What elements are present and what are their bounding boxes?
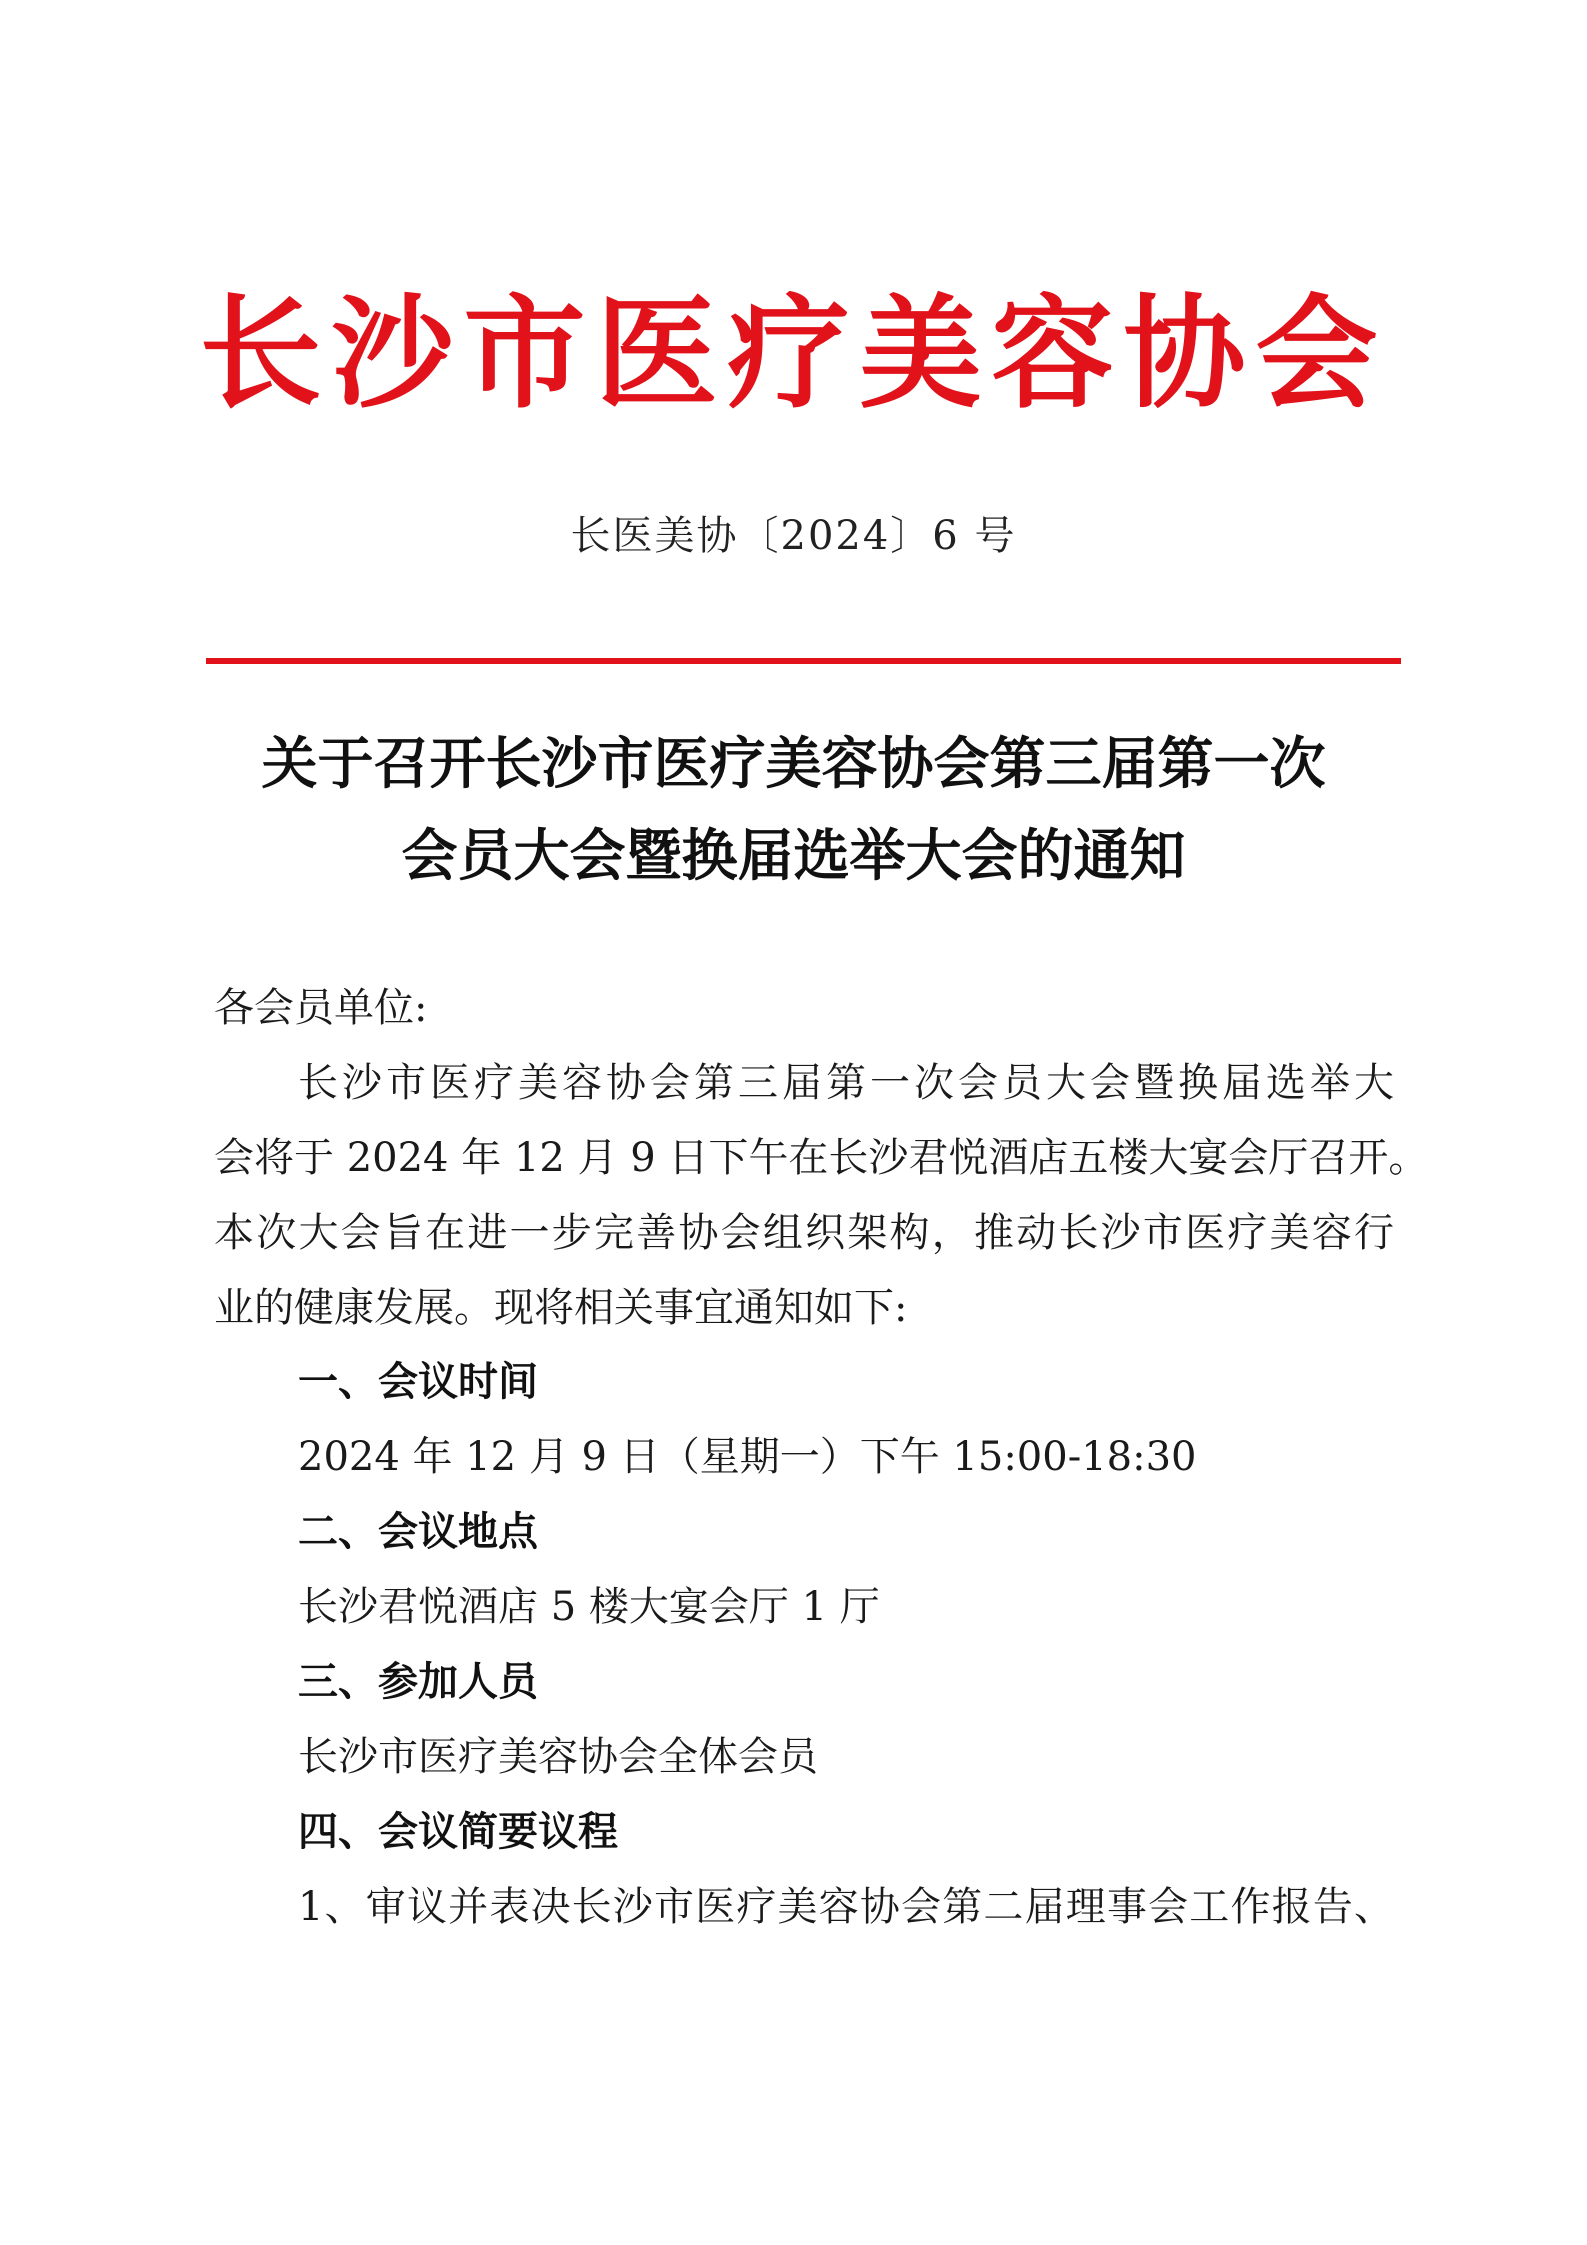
section-content-location: 长沙君悦酒店 5 楼大宴会厅 1 厅 [298, 1584, 880, 1630]
intro-paragraph-line: 本次大会旨在进一步完善协会组织架构，推动长沙市医疗美容行 [214, 1210, 1394, 1256]
section-heading-agenda: 四、会议简要议程 [298, 1809, 618, 1855]
section-heading-location: 二、会议地点 [298, 1509, 538, 1555]
title-line-2: 会员大会暨换届选举大会的通知 [401, 823, 1186, 889]
organization-header: 长沙市医疗美容协会 [199, 281, 1388, 425]
intro-paragraph-line: 会将于 2024 年 12 月 9 日下午在长沙君悦酒店五楼大宴会厅召开。 [214, 1135, 1429, 1181]
section-content-agenda: 1、审议并表决长沙市医疗美容协会第二届理事会工作报告、 [298, 1884, 1394, 1930]
red-divider-line [206, 658, 1401, 664]
salutation: 各会员单位: [214, 985, 428, 1031]
section-heading-attendees: 三、参加人员 [298, 1659, 538, 1705]
title-line-1: 关于召开长沙市医疗美容协会第三届第一次 [261, 731, 1326, 797]
document-number: 长医美协〔2024〕6 号 [570, 513, 1017, 559]
notice-title [0, 718, 1587, 902]
intro-paragraph-line: 业的健康发展。现将相关事宜通知如下: [214, 1285, 908, 1331]
intro-paragraph-line: 长沙市医疗美容协会第三届第一次会员大会暨换届选举大 [298, 1060, 1394, 1106]
section-heading-time: 一、会议时间 [298, 1359, 538, 1405]
section-content-attendees: 长沙市医疗美容协会全体会员 [298, 1734, 818, 1780]
section-content-time: 2024 年 12 月 9 日（星期一）下午 15:00-18:30 [298, 1434, 1197, 1480]
